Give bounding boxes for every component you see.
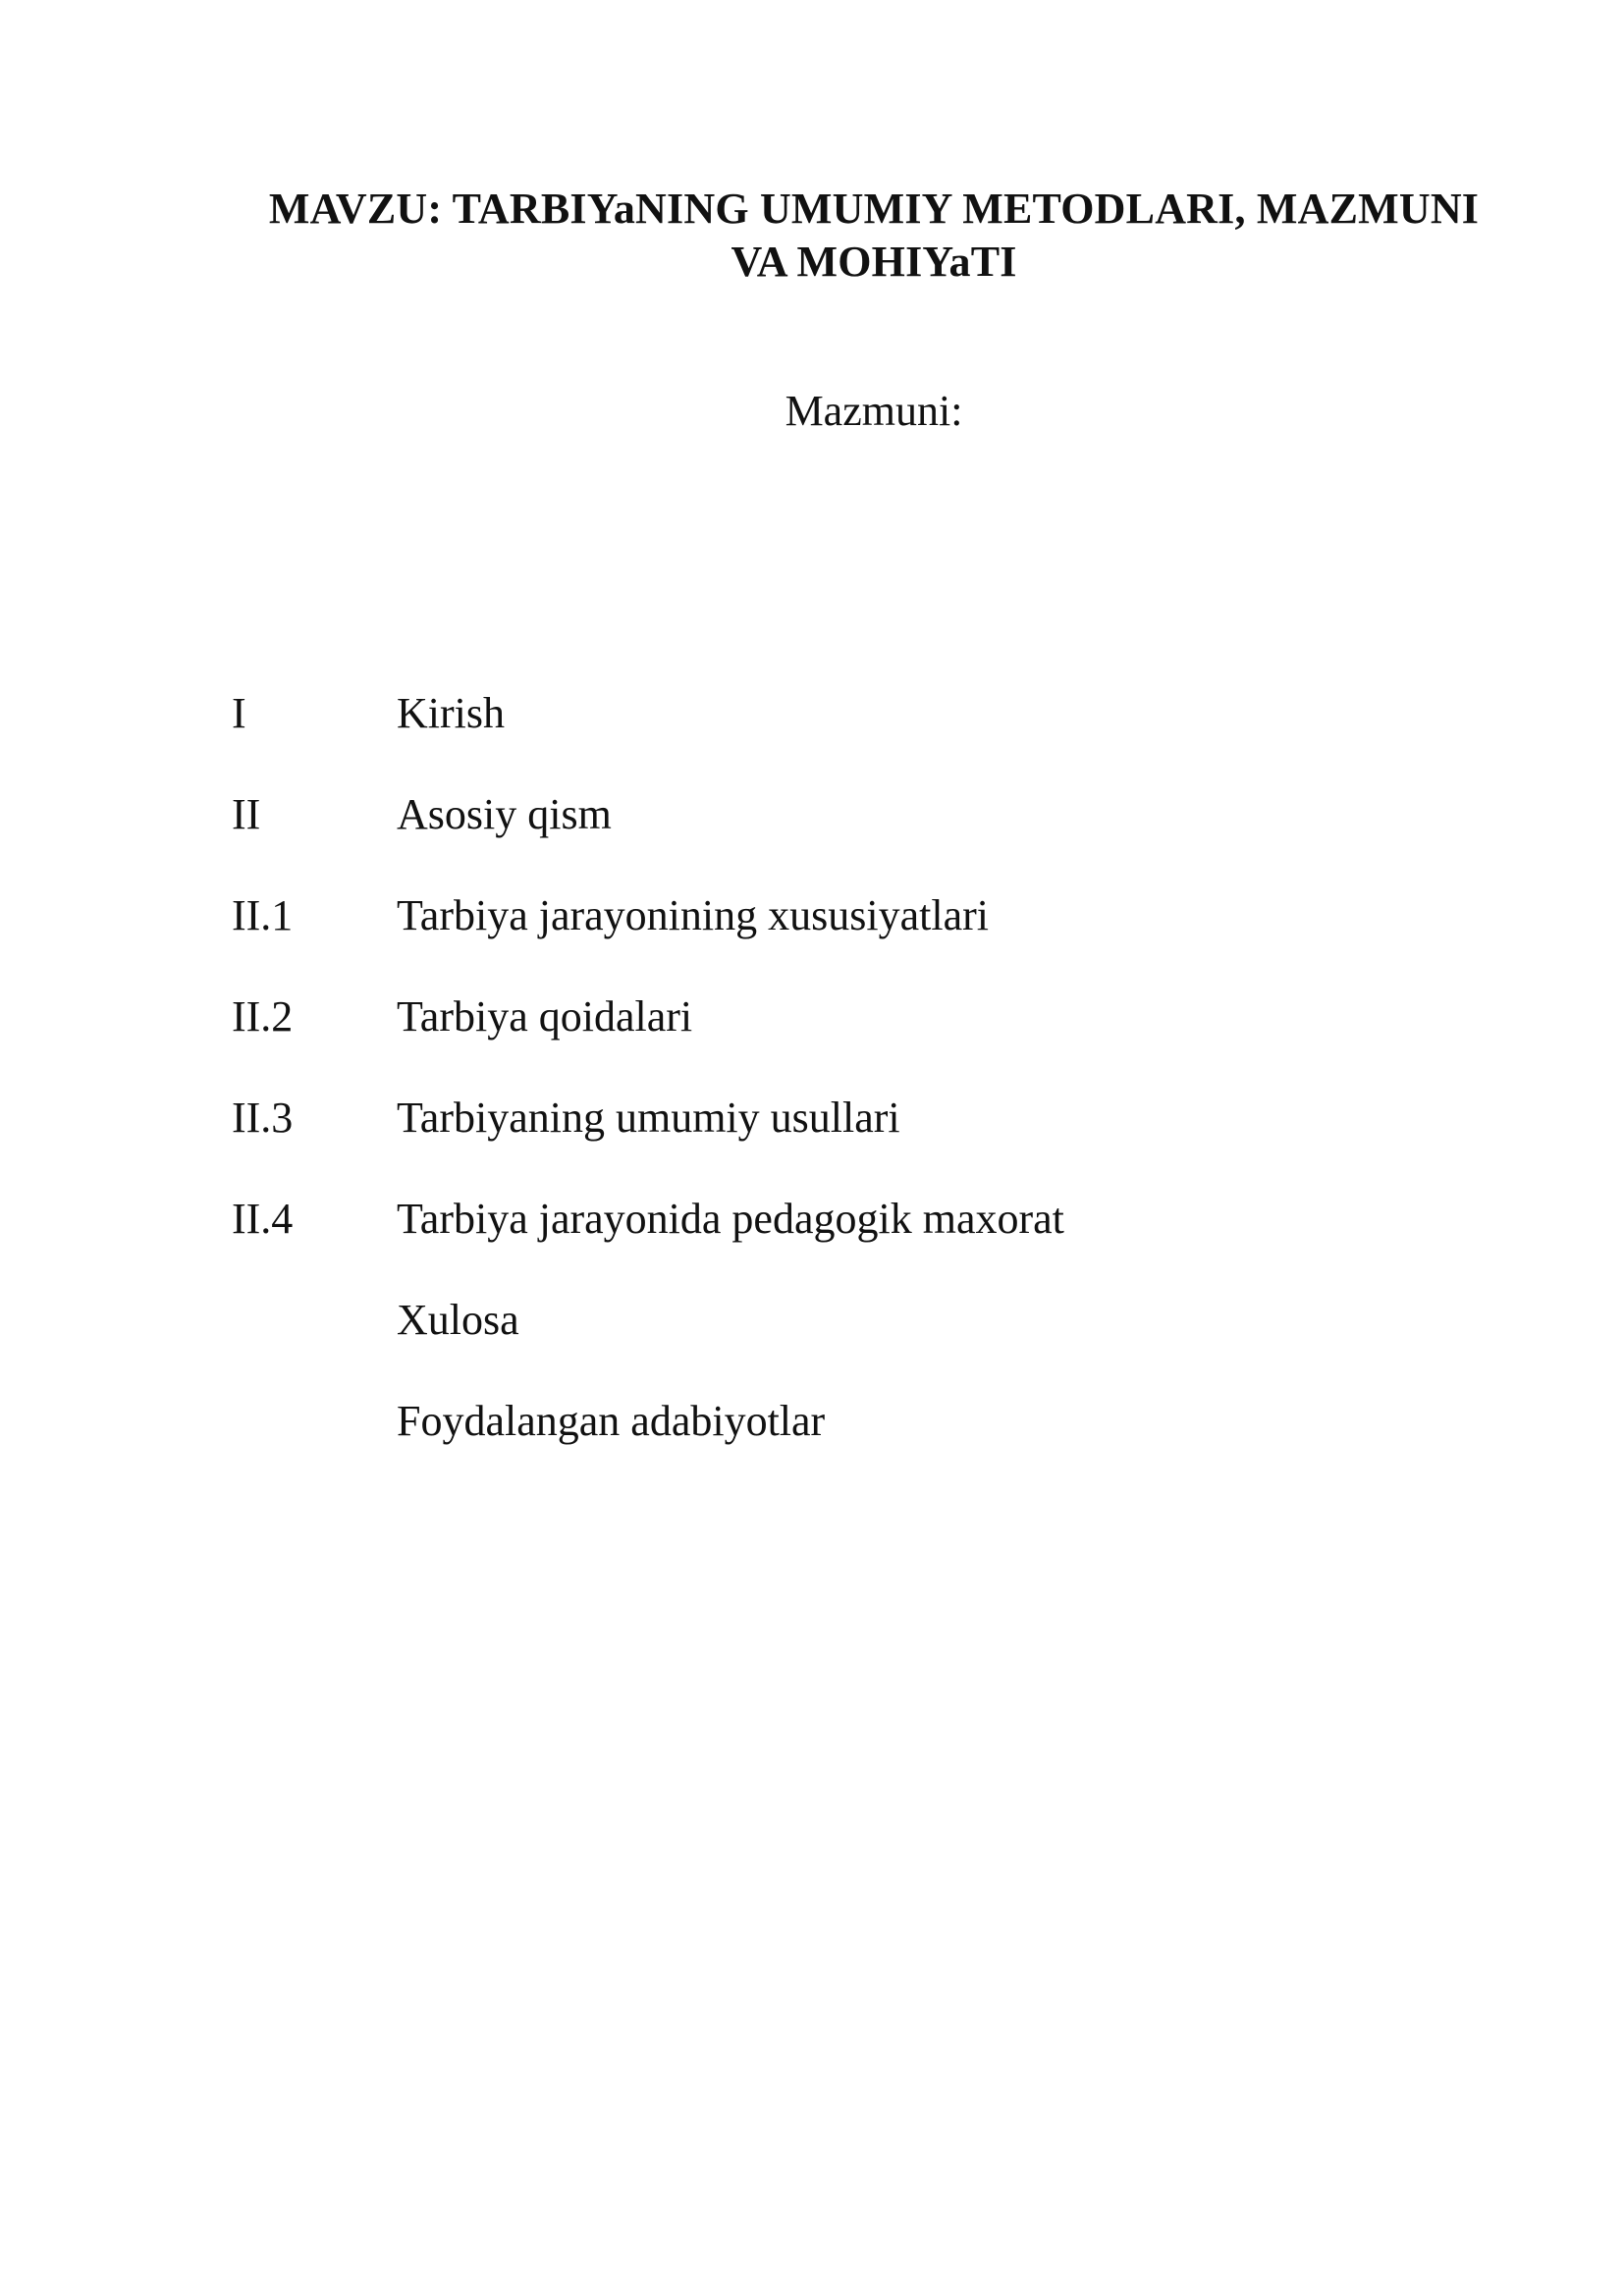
toc-number: I (232, 689, 246, 737)
toc-label: Xulosa (397, 1296, 519, 1344)
toc-label: Tarbiya qoidalari (397, 992, 693, 1041)
title-line-2: VA MOHIYaTI (731, 238, 1017, 286)
contents-heading: Mazmuni: (785, 387, 963, 435)
toc-label: Tarbiya jarayonining xususiyatlari (397, 891, 989, 939)
toc-label: Tarbiyaning umumiy usullari (397, 1094, 900, 1142)
toc-number: II.3 (232, 1094, 294, 1142)
toc-item-asosiy-qism (232, 788, 1410, 889)
toc-item-2-1 (232, 889, 1410, 990)
document-title (226, 183, 1522, 289)
table-of-contents (232, 687, 1410, 1496)
toc-item-2-3 (232, 1092, 1410, 1193)
toc-number: II.2 (232, 992, 294, 1041)
toc-number: II.4 (232, 1195, 294, 1243)
toc-label: Foydalangan adabiyotlar (397, 1397, 826, 1445)
toc-label: Asosiy qism (397, 790, 612, 838)
toc-item-adabiyotlar (232, 1395, 1410, 1496)
toc-item-2-4 (232, 1193, 1410, 1294)
toc-item-2-2 (232, 990, 1410, 1092)
title-line-1: MAVZU: TARBIYaNING UMUMIY METODLARI, MAZMUNI (268, 185, 1480, 233)
toc-number: II (232, 790, 261, 838)
toc-label: Tarbiya jarayonida pedagogik maxorat (397, 1195, 1064, 1243)
toc-item-xulosa (232, 1294, 1410, 1395)
toc-label: Kirish (397, 689, 505, 737)
toc-item-kirish (232, 687, 1410, 788)
toc-number: II.1 (232, 891, 294, 939)
